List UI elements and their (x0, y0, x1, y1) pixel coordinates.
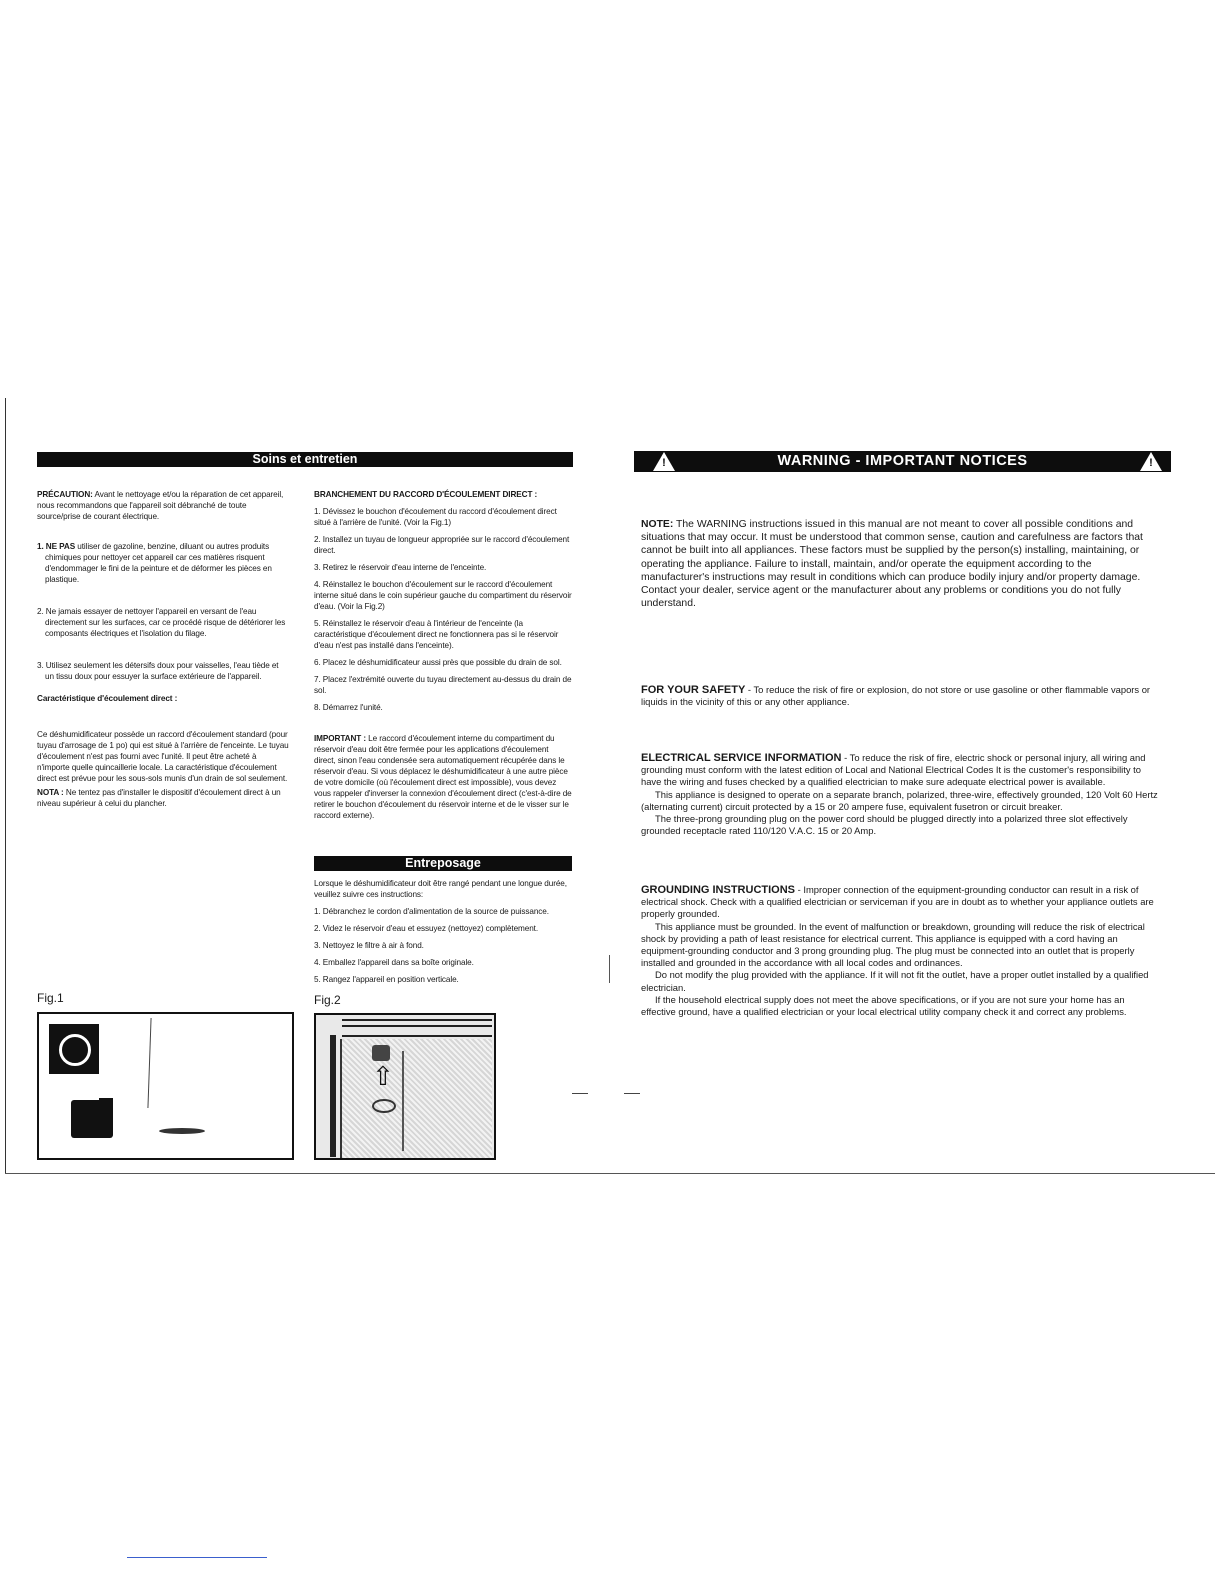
warning-exclamation-right: ! (1149, 457, 1153, 469)
list-item: 3. Retirez le réservoir d'eau interne de l'enceinte. (314, 563, 487, 572)
vent-lines (342, 1019, 492, 1037)
note-section (641, 518, 1161, 610)
electrical-section (641, 752, 1161, 837)
list-item: 2. Videz le réservoir d'eau et essuyez (nettoyez) complètement. (314, 924, 539, 933)
subheading-direct-drain: Caractéristique d'écoulement direct : (37, 694, 178, 703)
storage-section (314, 878, 572, 991)
connector-knob-icon (99, 1098, 113, 1112)
drain-steps-list (314, 506, 572, 713)
up-arrow-icon: ⇧ (372, 1061, 394, 1091)
list-item-prefix: 1. NE PAS (37, 542, 76, 551)
storage-steps-list (314, 906, 572, 985)
electrical-label: ELECTRICAL SERVICE INFORMATION (641, 752, 842, 764)
list-item: 2. Installez un tuyau de longueur appropriée sur le raccord d'écoulement direct. (314, 535, 570, 555)
safety-text: - To reduce the risk of fire or explosion, do not store or use gasoline or other flammable vapors or liquids in the vicinity of this or any other appliance. (641, 684, 1151, 708)
precaution-paragraph (37, 489, 289, 522)
fig1-illustration (37, 1012, 294, 1160)
hose-line (147, 1018, 151, 1108)
grounding-paragraph-3: Do not modify the plug provided with the appliance. If it will not fit the outlet, have a proper outlet installed by a qualified electrician. (641, 969, 1149, 993)
left-column-2 (314, 489, 572, 830)
precaution-label: PRÉCAUTION: (37, 490, 93, 499)
important-label: IMPORTANT : (314, 734, 366, 743)
list-item: 3. Utilisez seulement les détersifs doux pour vaisselles, l'eau tiède et un tissu doux pour essuyer la surface extérieure de l'appareil. (37, 661, 279, 681)
center-tick-mark-2 (624, 1093, 640, 1094)
left-column-1 (37, 489, 289, 818)
section-header-warning (634, 451, 1171, 472)
list-item: 4. Emballez l'appareil dans sa boîte originale. (314, 958, 474, 967)
drain-cap-icon (372, 1099, 396, 1113)
list-item: 5. Rangez l'appareil en position verticale. (314, 975, 459, 984)
page-bottom-edge (5, 1173, 1215, 1174)
electrical-paragraph-3: The three-prong grounding plug on the power cord should be plugged directly into a polarized three slot effectively grounded receptacle rated 110/120 V.A.C. 15 or 20 Amp. (641, 813, 1128, 837)
section-header-entreposage: Entreposage (314, 856, 572, 871)
bottom-link-line (127, 1557, 267, 1558)
list-item-text: utiliser de gazoline, benzine, diluant ou autres produits chimiques pour nettoyer cet appareil car ces matières risquent d'endommager le fini de la peinture et de déformer les pièces en plastique. (45, 542, 272, 584)
list-item: 6. Placez le déshumidificateur aussi près que possible du drain de sol. (314, 658, 562, 667)
electrical-text: - To reduce the risk of fire, electric shock or personal injury, all wiring and grounding must conform with the latest edition of Local and National Electrical Codes It is the customer's responsibility to have the wiring and fuses checked by a qualified electrician to make sure adequate electrical power is available. (641, 752, 1146, 788)
warning-header-title: WARNING - IMPORTANT NOTICES (777, 453, 1028, 469)
safety-section (641, 684, 1161, 708)
storage-intro: Lorsque le déshumidificateur doit être rangé pendant une longue durée, veuillez suivre ces instructions: (314, 879, 567, 899)
note-paragraph (37, 787, 289, 809)
direct-drain-heading: BRANCHEMENT DU RACCORD D'ÉCOULEMENT DIRECT : (314, 490, 538, 499)
electrical-paragraph-2: This appliance is designed to operate on a separate branch, polarized, three-wire, effectively grounded, 120 Volt 60 Hertz (alternating current) circuit protected by a 15 or 20 ampere fuse, equivalent fusetron or circuit breaker. (641, 788, 1158, 812)
important-paragraph (314, 733, 572, 821)
list-item: 1. Dévissez le bouchon d'écoulement du raccord d'écoulement direct situé à l'arrière de l'unité. (Voir la Fig.1) (314, 507, 557, 527)
drain-plug-icon (159, 1128, 205, 1134)
note-label: NOTA : (37, 788, 64, 797)
inner-divider (402, 1051, 404, 1151)
note-text: Ne tentez pas d'installer le dispositif d'écoulement direct à un niveau supérieur à celui du plancher. (37, 788, 281, 808)
compartment-wall (330, 1035, 336, 1157)
grounding-paragraph-4: If the household electrical supply does not meet the above specifications, or if you are not sure your home has an effective ground, have a qualified electrician or your local electrical utility company check it and correct any problems. (641, 993, 1127, 1018)
center-tick-mark (572, 1093, 588, 1094)
important-text: Le raccord d'écoulement interne du compartiment du réservoir d'eau doit être fermée pour les applications d'écoulement direct, sinon l'eau condensée sera automatiquement récupérée dans le réservoir d'eau. Si vous déplacez le déshumidificateur à une autre pièce de votre domicile (où l'écoulement direct est impossible), vous devez vous rappeler d'inverser la connexion d'écoulement direct (c'est-à-dire de retirer le bouchon d'écoulement du réservoir interne et de le visser sur le raccord externe). (314, 734, 572, 820)
grounding-section (641, 884, 1161, 1018)
list-item: 8. Démarrez l'unité. (314, 703, 383, 712)
safety-label: FOR YOUR SAFETY (641, 684, 746, 696)
direct-drain-paragraph: Ce déshumidificateur possède un raccord d'écoulement standard (pour tuyau d'arrosage de 1 po) qui est situé à l'arrière de l'enceinte. Le tuyau d'écoulement n'est pas fourni avec l'unité. Il peut être acheté à n'importe quelle quincaillerie locale. La caractéristique d'écoulement direct est prévue pour les sous-sols munis d'un drain de sol seulement. (37, 730, 289, 783)
page-left-edge (5, 398, 6, 1173)
list-item: 1. Débranchez le cordon d'alimentation de la source de puissance. (314, 907, 549, 916)
list-item (37, 541, 289, 585)
list-item: 2. Ne jamais essayer de nettoyer l'appareil en versant de l'eau directement sur les surfaces, car ce procédé risque de détériorer les composants électriques et l'isolation du filage. (37, 607, 286, 638)
section-header-soins: Soins et entretien (37, 452, 573, 467)
drain-cap-icon (49, 1024, 99, 1074)
grounding-text: - Improper connection of the equipment-grounding conductor can result in a risk of electrical shock. Check with a qualified electrician or serviceman if you are in doubt as to whether your appliance outlets are properly grounded. (641, 884, 1154, 920)
note-label: NOTE: (641, 519, 674, 530)
note-text: The WARNING instructions issued in this manual are not meant to cover all possible conditions and situations that may occur. It must be understood that common sense, caution and carefulness are factors that cannot be built into all appliances. These factors must be supplied by the person(s) installing, maintaining, or operating the appliance. Failure to install, maintain, and/or operate the equipment according to the manufacturer's instructions may result in conditions which can produce bodily injury and/or property damage. Contact your dealer, service agent or the manufacturer about any problems or conditions you do not fully understand. (641, 519, 1143, 610)
list-item: 4. Réinstallez le bouchon d'écoulement sur le raccord d'écoulement interne situé dans le coin supérieur gauche du compartiment du réservoir d'eau. (Voir la Fig.2) (314, 580, 572, 611)
compartment-frame (340, 1039, 492, 1159)
fig2-illustration (314, 1013, 496, 1160)
fig2-label: Fig.2 (314, 993, 341, 1007)
precaution-text: Avant le nettoyage et/ou la réparation de cet appareil, nous recommandons que l'appareil soit débranché de toute source/prise de courant électrique. (37, 490, 284, 521)
list-item: 7. Placez l'extrémité ouverte du tuyau directement au-dessus du drain de sol. (314, 675, 572, 695)
grounding-paragraph-2: This appliance must be grounded. In the event of malfunction or breakdown, grounding will reduce the risk of electrical shock by providing a path of least resistance for electrical current. This appliance is equipped with a cord having an equipment-grounding conductor and 3 prong grounding plug. The plug must be connected into an outlet that is properly installed and grounded in the accordance with all local codes and ordinances. (641, 920, 1145, 969)
center-divider (609, 955, 610, 983)
list-item: 3. Nettoyez le filtre à air à fond. (314, 941, 424, 950)
fig1-label: Fig.1 (37, 991, 64, 1005)
grounding-label: GROUNDING INSTRUCTIONS (641, 884, 795, 896)
warning-exclamation-left: ! (662, 457, 666, 469)
drain-fitting-icon (372, 1045, 390, 1061)
list-item: 5. Réinstallez le réservoir d'eau à l'intérieur de l'enceinte (la caractéristique d'écoulement direct ne fonctionnera pas si le réservoir d'eau n'est pas installé dans l'enceinte). (314, 619, 559, 650)
